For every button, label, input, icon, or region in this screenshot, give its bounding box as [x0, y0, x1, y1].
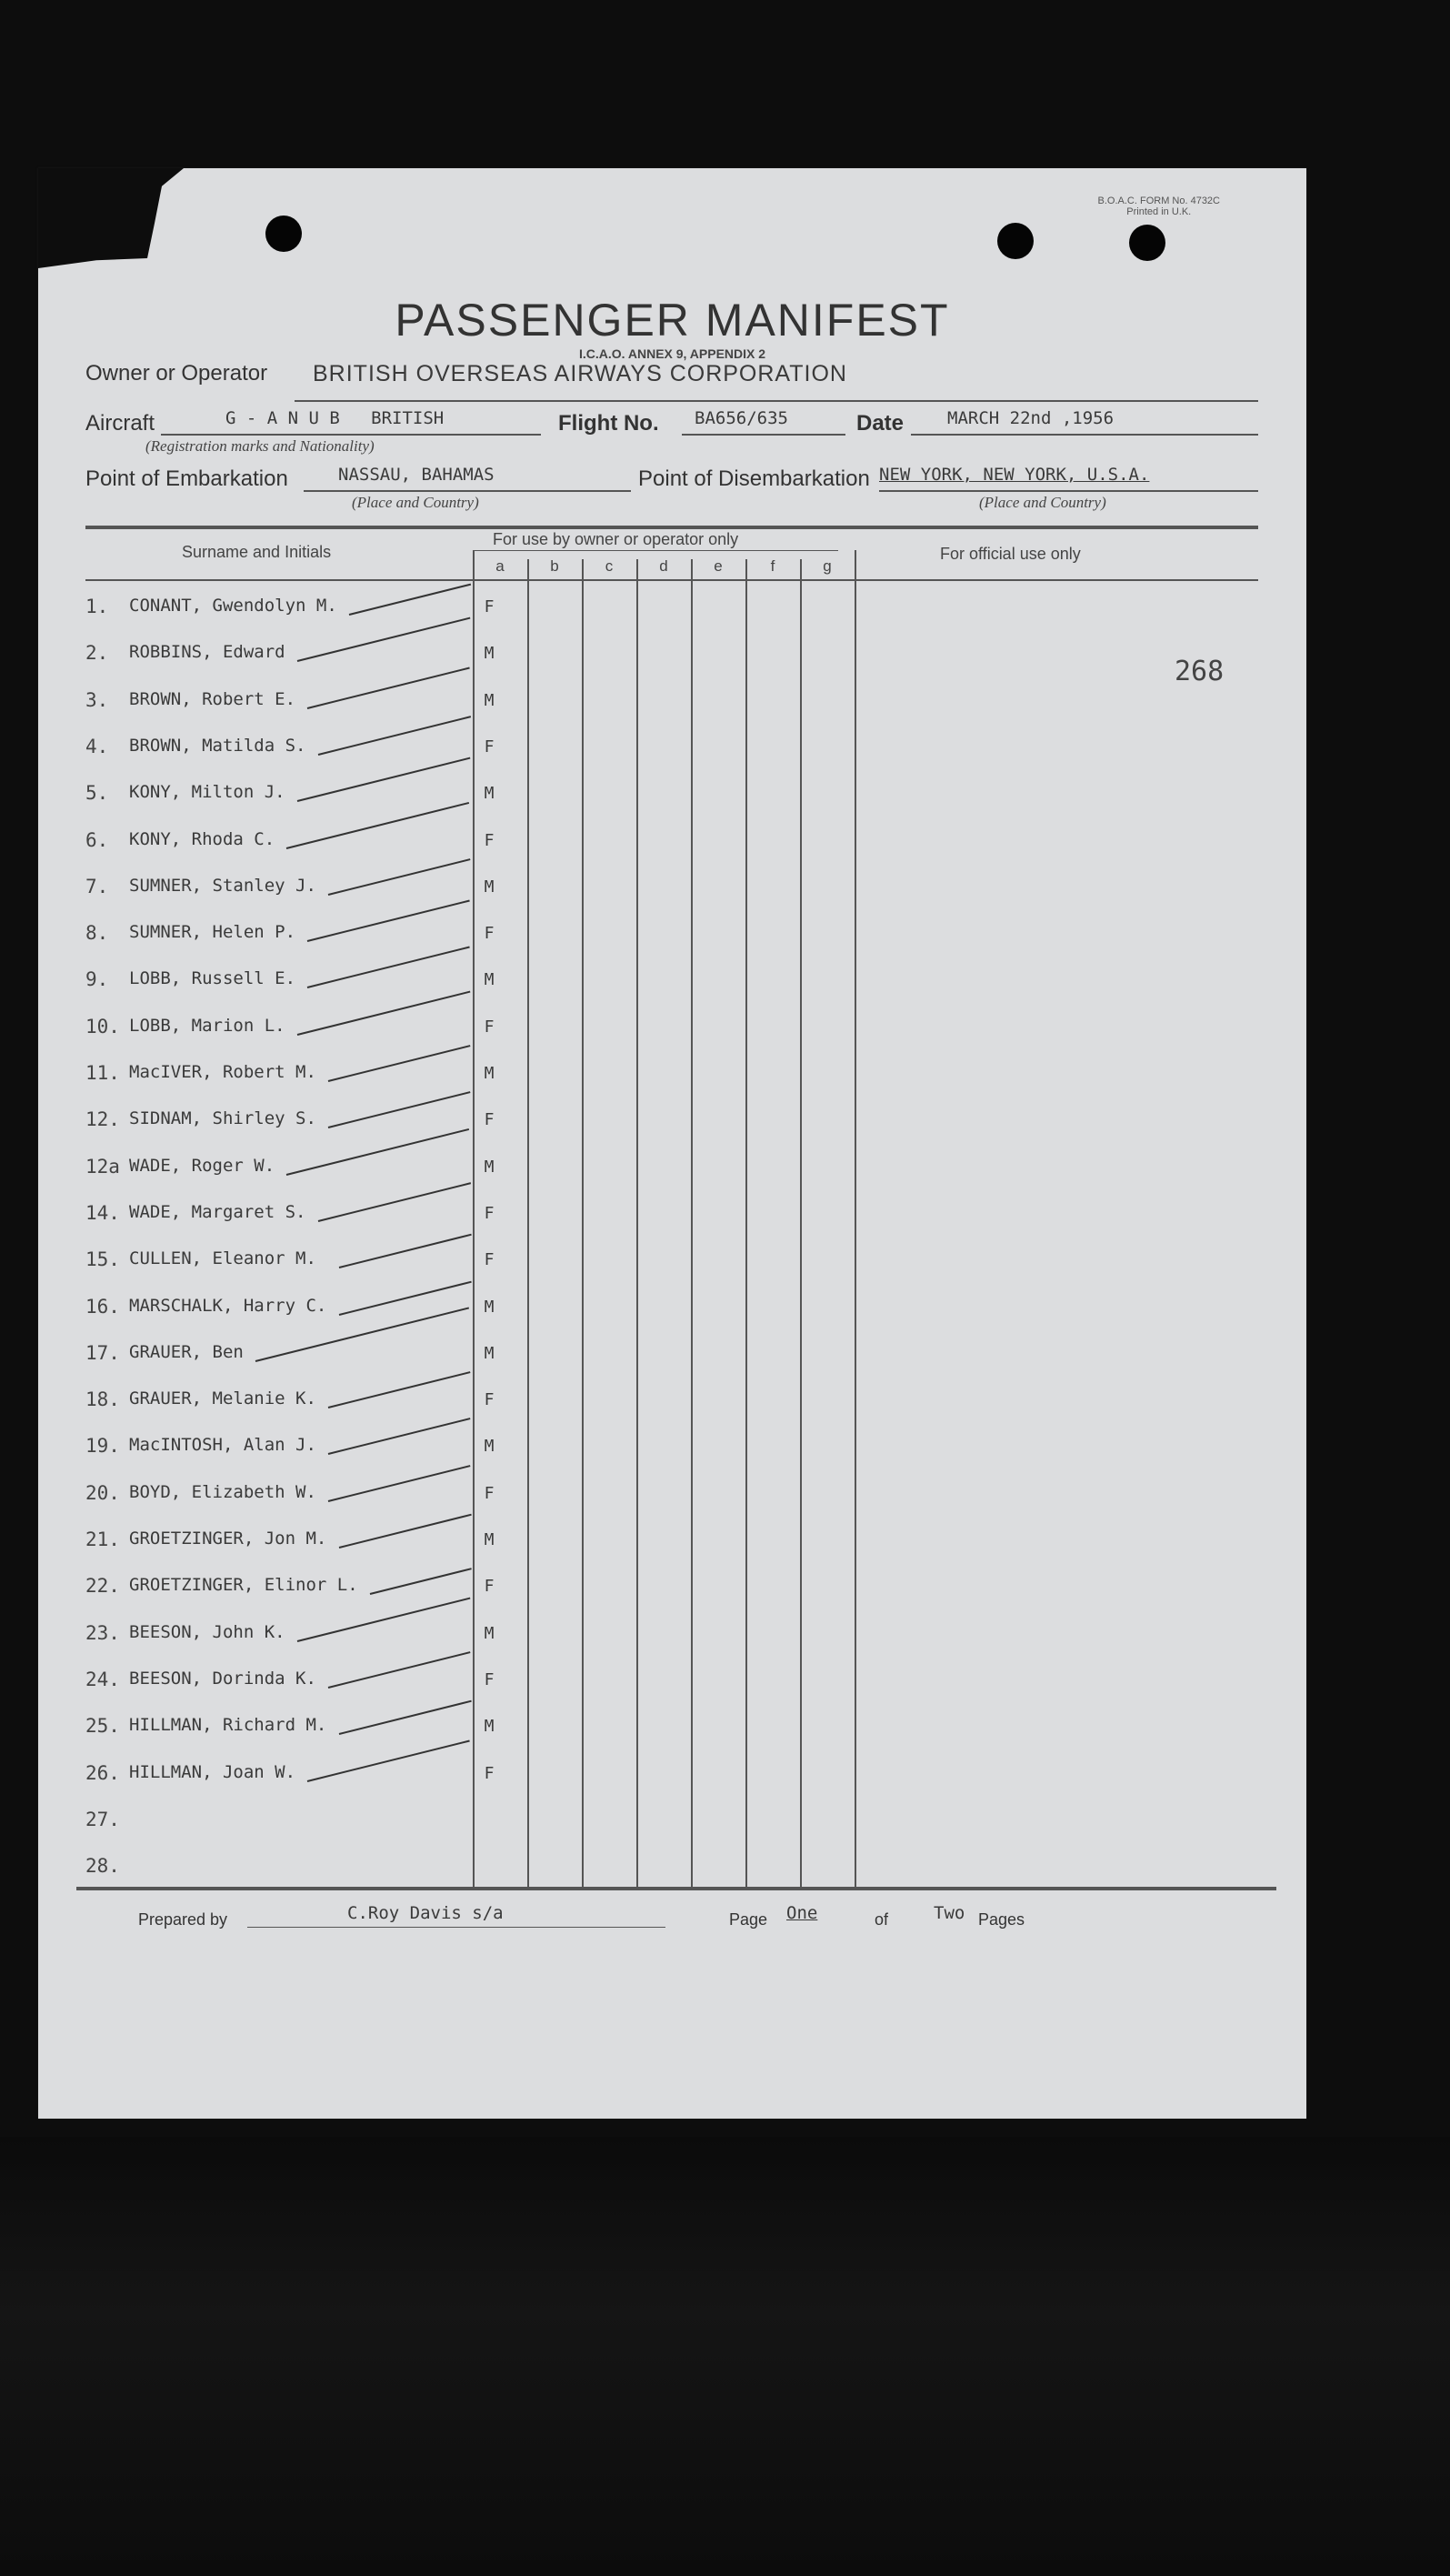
passenger-sex: M	[484, 1437, 495, 1456]
disembarkation-note: (Place and Country)	[979, 494, 1106, 511]
passenger-name: KONY, Milton J.	[129, 782, 285, 802]
rule	[304, 490, 631, 492]
passenger-name: SIDNAM, Shirley S.	[129, 1108, 316, 1128]
page-label: Page	[729, 1910, 768, 1929]
column-divider	[800, 559, 802, 1887]
aircraft-label: Aircraft	[85, 411, 155, 436]
passenger-sex: F	[484, 737, 495, 757]
passenger-name: CONANT, Gwendolyn M.	[129, 596, 337, 616]
embarkation-label: Point of Embarkation	[85, 466, 288, 491]
passenger-name: GROETZINGER, Jon M.	[129, 1529, 327, 1549]
passenger-sex: F	[484, 597, 495, 616]
page-value: One	[786, 1903, 818, 1923]
row-number: 1.	[85, 596, 109, 617]
passenger-sex: M	[484, 784, 495, 803]
check-mark	[286, 1128, 469, 1176]
row-number: 6.	[85, 829, 109, 851]
passenger-sex: F	[484, 1204, 495, 1223]
row-number: 4.	[85, 736, 109, 757]
rule	[247, 1927, 665, 1928]
col-official-header: For official use only	[940, 545, 1081, 563]
date-label: Date	[856, 411, 905, 436]
punch-hole	[997, 223, 1034, 259]
sub-column-e: e	[714, 557, 723, 575]
passenger-sex: M	[484, 1624, 495, 1643]
check-mark	[338, 1700, 471, 1735]
passenger-sex: M	[484, 1298, 495, 1317]
punch-hole	[1129, 225, 1165, 261]
header-bottom-rule	[85, 579, 1258, 581]
passenger-name: BEESON, John K.	[129, 1622, 285, 1642]
official-stamp-number: 268	[1175, 656, 1225, 687]
check-mark	[328, 1651, 471, 1689]
check-mark	[328, 1371, 471, 1408]
prepared-value: C.Roy Davis s/a	[347, 1903, 504, 1923]
row-number: 27.	[85, 1809, 120, 1830]
check-mark	[338, 1514, 471, 1549]
check-mark	[296, 991, 469, 1036]
passenger-sex: F	[484, 924, 495, 943]
pages-label: Pages	[978, 1910, 1025, 1929]
passenger-sex: F	[484, 1764, 495, 1783]
passenger-name: LOBB, Marion L.	[129, 1016, 285, 1036]
check-mark	[317, 1182, 470, 1222]
scan-background	[0, 2137, 1450, 2576]
check-mark	[296, 617, 469, 662]
check-mark	[307, 900, 470, 942]
row-number: 19.	[85, 1435, 120, 1457]
manifest-sheet	[38, 168, 1306, 2119]
row-number: 14.	[85, 1202, 120, 1224]
prepared-label: Prepared by	[138, 1910, 228, 1929]
passenger-sex: F	[484, 1670, 495, 1689]
passenger-name: MacINTOSH, Alan J.	[129, 1435, 316, 1455]
embarkation-value: NASSAU, BAHAMAS	[338, 465, 495, 485]
passenger-sex: M	[484, 970, 495, 989]
passenger-name: GRAUER, Melanie K.	[129, 1388, 316, 1408]
passenger-sex: M	[484, 1717, 495, 1736]
check-mark	[338, 1234, 471, 1268]
row-number: 8.	[85, 922, 109, 944]
punch-hole	[265, 216, 302, 252]
column-divider	[745, 559, 747, 1887]
flight-label: Flight No.	[558, 411, 659, 436]
passenger-name: HILLMAN, Richard M.	[129, 1715, 327, 1735]
check-mark	[328, 1465, 471, 1502]
page-title: PASSENGER MANIFEST	[395, 295, 950, 346]
date-value: MARCH 22nd ,1956	[947, 408, 1115, 428]
owner-value: BRITISH OVERSEAS AIRWAYS CORPORATION	[313, 361, 847, 386]
aircraft-note: (Registration marks and Nationality)	[145, 437, 375, 455]
of-label: of	[875, 1910, 889, 1929]
passenger-name: MARSCHALK, Harry C.	[129, 1296, 327, 1316]
check-mark	[317, 716, 470, 756]
rule	[295, 400, 1258, 402]
row-number: 12a	[85, 1156, 120, 1178]
passenger-sex: M	[484, 877, 495, 897]
check-mark	[307, 1740, 470, 1782]
row-number: 23.	[85, 1622, 120, 1644]
passenger-name: HILLMAN, Joan W.	[129, 1762, 296, 1782]
passenger-name: WADE, Margaret S.	[129, 1202, 306, 1222]
check-mark	[328, 858, 471, 896]
check-mark	[286, 802, 469, 849]
check-mark	[296, 757, 469, 802]
rule	[879, 490, 1258, 492]
column-divider	[636, 559, 638, 1887]
check-mark	[328, 1091, 471, 1128]
row-number: 12.	[85, 1108, 120, 1130]
passenger-sex: M	[484, 1530, 495, 1549]
sub-column-d: d	[659, 557, 668, 575]
passenger-name: SUMNER, Stanley J.	[129, 876, 316, 896]
rule	[682, 434, 845, 436]
column-divider	[527, 559, 529, 1887]
page-subtitle: I.C.A.O. ANNEX 9, APPENDIX 2	[578, 346, 766, 361]
form-number: B.O.A.C. FORM No. 4732C Printed in U.K.	[1097, 195, 1220, 217]
table-bottom-rule	[76, 1887, 1276, 1890]
passenger-sex: M	[484, 1064, 495, 1083]
rule	[475, 550, 838, 551]
passenger-name: SUMNER, Helen P.	[129, 922, 296, 942]
passenger-sex: F	[484, 1484, 495, 1503]
passenger-name: GRAUER, Ben	[129, 1342, 244, 1362]
passenger-name: BOYD, Elizabeth W.	[129, 1482, 316, 1502]
rule	[911, 434, 1258, 436]
row-number: 24.	[85, 1669, 120, 1690]
passenger-name: BROWN, Robert E.	[129, 689, 296, 709]
check-mark	[307, 667, 470, 709]
check-mark	[307, 947, 470, 988]
column-divider	[855, 550, 856, 1887]
check-mark	[349, 584, 471, 616]
passenger-sex: F	[484, 1577, 495, 1596]
col-operator-header: For use by owner or operator only	[493, 530, 739, 548]
row-number: 7.	[85, 876, 109, 897]
torn-corner	[38, 168, 184, 268]
passenger-name: BEESON, Dorinda K.	[129, 1669, 316, 1689]
table-top-rule	[85, 526, 1258, 529]
passenger-name: LOBB, Russell E.	[129, 968, 296, 988]
row-number: 16.	[85, 1296, 120, 1318]
passenger-sex: F	[484, 1110, 495, 1129]
embarkation-note: (Place and Country)	[352, 494, 479, 511]
passenger-name: KONY, Rhoda C.	[129, 829, 275, 849]
row-number: 18.	[85, 1388, 120, 1410]
passenger-sex: M	[484, 1158, 495, 1177]
passenger-name: BROWN, Matilda S.	[129, 736, 306, 756]
sub-column-g: g	[823, 557, 832, 575]
rule	[161, 434, 541, 436]
passenger-name: CULLEN, Eleanor M.	[129, 1248, 316, 1268]
passenger-sex: M	[484, 1344, 495, 1363]
row-number: 2.	[85, 642, 109, 664]
disembarkation-value: NEW YORK, NEW YORK, U.S.A.	[879, 465, 1150, 485]
check-mark	[370, 1568, 472, 1595]
row-number: 22.	[85, 1575, 120, 1597]
row-number: 17.	[85, 1342, 120, 1364]
check-mark	[328, 1418, 471, 1455]
passenger-name: GROETZINGER, Elinor L.	[129, 1575, 358, 1595]
of-value: Two	[934, 1903, 965, 1923]
column-divider	[582, 559, 584, 1887]
passenger-name: WADE, Roger W.	[129, 1156, 275, 1176]
row-number: 21.	[85, 1529, 120, 1550]
passenger-sex: M	[484, 691, 495, 710]
sub-column-b: b	[550, 557, 559, 575]
disembarkation-label: Point of Disembarkation	[638, 466, 870, 491]
check-mark	[328, 1045, 471, 1082]
row-number: 9.	[85, 968, 109, 990]
flight-value: BA656/635	[695, 408, 788, 428]
sub-column-f: f	[770, 557, 775, 575]
row-number: 25.	[85, 1715, 120, 1737]
passenger-sex: F	[484, 1017, 495, 1037]
column-divider	[691, 559, 693, 1887]
passenger-name: MacIVER, Robert M.	[129, 1062, 316, 1082]
check-mark	[296, 1598, 469, 1642]
owner-label: Owner or Operator	[85, 361, 268, 386]
passenger-sex: F	[484, 1250, 495, 1269]
row-number: 3.	[85, 689, 109, 711]
row-number: 26.	[85, 1762, 120, 1784]
row-number: 10.	[85, 1016, 120, 1037]
sub-column-a: a	[495, 557, 505, 575]
row-number: 15.	[85, 1248, 120, 1270]
aircraft-value: G - A N U B BRITISH	[225, 408, 445, 428]
passenger-sex: M	[484, 644, 495, 663]
passenger-sex: F	[484, 831, 495, 850]
sub-column-c: c	[605, 557, 614, 575]
passenger-sex: F	[484, 1390, 495, 1409]
row-number: 28.	[85, 1855, 120, 1877]
row-number: 11.	[85, 1062, 120, 1084]
row-number: 20.	[85, 1482, 120, 1504]
col-surname-header: Surname and Initials	[182, 543, 332, 561]
passenger-name: ROBBINS, Edward	[129, 642, 285, 662]
row-number: 5.	[85, 782, 109, 804]
